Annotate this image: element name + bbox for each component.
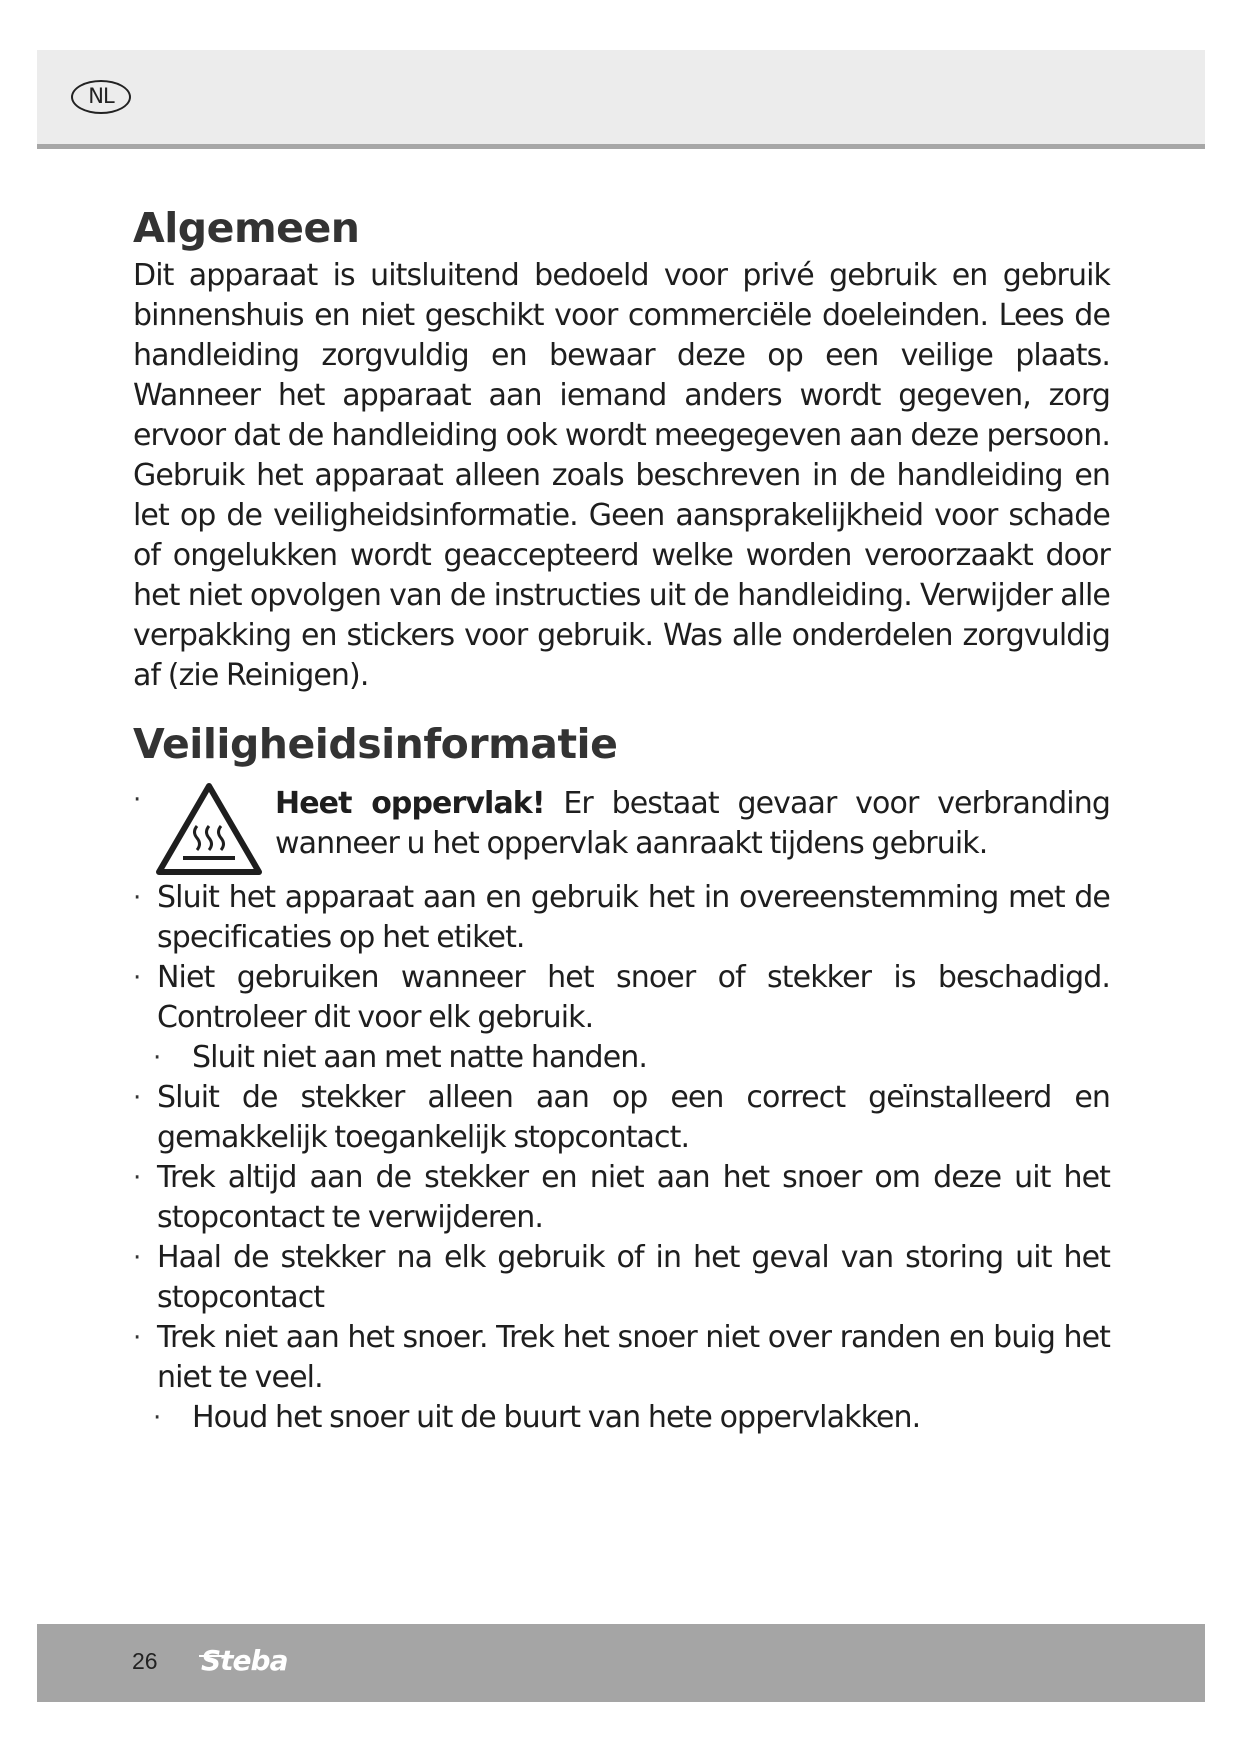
- bullet-dot: ·: [133, 883, 141, 913]
- list-item-text: Sluit niet aan met natte handen.: [192, 1040, 648, 1075]
- bullet-dot: ·: [133, 1323, 141, 1353]
- bullet-dot: ·: [153, 1403, 161, 1433]
- list-item-text: Houd het snoer uit de buurt van hete oppervlakken.: [192, 1400, 921, 1435]
- page-content: [133, 200, 1110, 1438]
- page-number: 26: [132, 1648, 158, 1674]
- bullet-dot: ·: [153, 1043, 161, 1073]
- bullet-dot: ·: [133, 1243, 141, 1273]
- hot-surface-warning-icon: [153, 780, 265, 878]
- list-item-text: Haal de stekker na elk gebruik of in het geval van storing uit het stopcontact: [157, 1240, 1110, 1315]
- bullet-dot: ·: [133, 1163, 141, 1193]
- warning-description: Er bestaat gevaar voor verbranding wanneer u het oppervlak aanraakt tijdens gebruik.: [275, 786, 1110, 861]
- warning-bold-label: Heet oppervlak!: [275, 786, 545, 821]
- page-header: [37, 50, 1205, 149]
- safety-list: [133, 780, 1110, 1438]
- section-title-safety: Veiligheidsinformatie: [133, 720, 618, 768]
- page-footer: [37, 1624, 1205, 1702]
- list-item: [133, 1238, 1110, 1318]
- list-item: [133, 1398, 1110, 1438]
- list-item: [133, 1318, 1110, 1398]
- list-item: [133, 1158, 1110, 1238]
- general-paragraph: Dit apparaat is uitsluitend bedoeld voor privé gebruik en gebruik binnenshuis en niet geschikt voor commerciële doeleinden. Lees de handleiding zorgvuldig en bewaar deze op een veilige plaats. Wanneer het apparaat aan iemand anders wordt gegeven, zorg ervoor dat de handleiding ook wordt meegegeven aan deze persoon. Gebruik het apparaat alleen zoals beschreven in de handleiding en let op de veiligheidsinformatie. Geen aansprakelijkheid voor schade of ongelukken wordt geaccepteerd welke worden veroorzaakt door het niet opvolgen van de instructies uit de handleiding. Verwijder alle verpakking en stickers voor gebruik. Was alle onderdelen zorgvuldig af (zie Reinigen).: [133, 258, 1110, 693]
- bullet-dot: ·: [133, 1083, 141, 1113]
- brand-logo: [197, 1642, 327, 1682]
- list-item-text: Trek niet aan het snoer. Trek het snoer niet over randen en buig het niet te veel.: [157, 1320, 1110, 1395]
- list-item-text: Trek altijd aan de stekker en niet aan het snoer om deze uit het stopcontact te verwijderen.: [157, 1160, 1110, 1235]
- warning-text: [275, 780, 1110, 878]
- list-item: [133, 1038, 1110, 1078]
- list-item: [133, 1078, 1110, 1158]
- brand-logo-text: Steba: [201, 1644, 288, 1677]
- list-item-text: Sluit de stekker alleen aan op een correct geïnstalleerd en gemakkelijk toegankelijk stopcontact.: [157, 1080, 1110, 1155]
- list-item-text: Sluit het apparaat aan en gebruik het in overeenstemming met de specificaties op het etiket.: [157, 880, 1110, 955]
- section-title-general: Algemeen: [133, 204, 360, 252]
- list-item-warning: [133, 780, 1110, 878]
- list-item: [133, 878, 1110, 958]
- bullet-dot: ·: [133, 785, 141, 815]
- list-item-text: Niet gebruiken wanneer het snoer of stekker is beschadigd. Controleer dit voor elk gebruik.: [157, 960, 1110, 1035]
- language-badge: NL: [71, 80, 131, 114]
- list-item: [133, 958, 1110, 1038]
- bullet-dot: ·: [133, 963, 141, 993]
